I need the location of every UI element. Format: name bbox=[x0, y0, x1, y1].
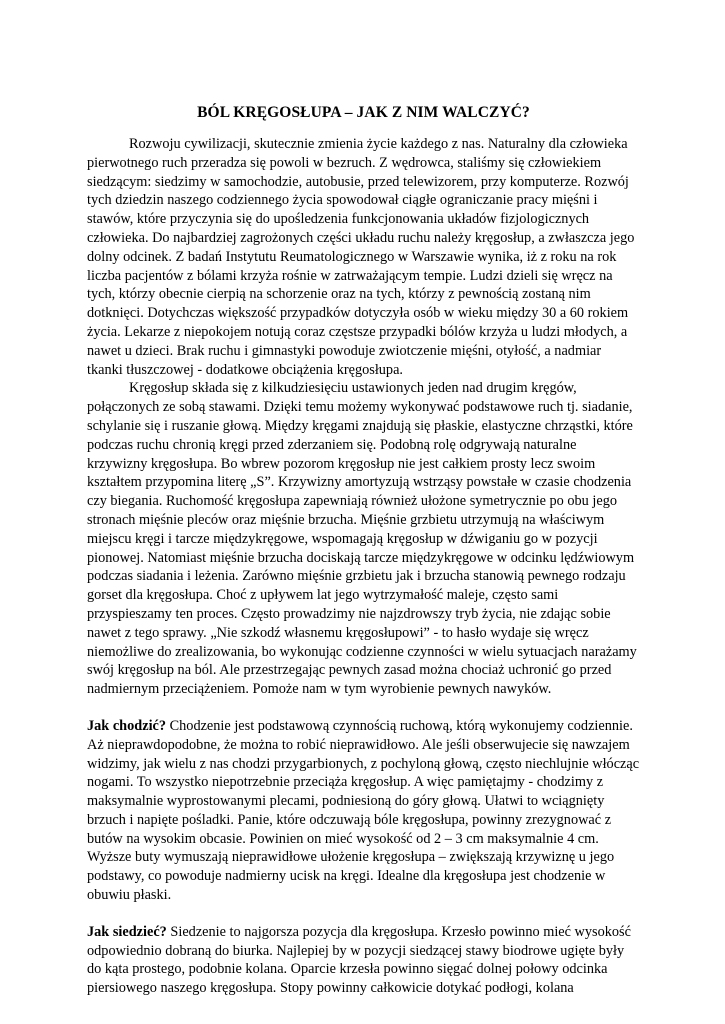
paragraph-text: Siedzenie to najgorsza pozycja dla kręgosłupa. Krzesło powinno mieć wysokość odpowiednio dobraną do biurka. Najlepiej by w pozycji siedzącej stawy biodrowe ugięte były do kąta prostego, podobnie kolana. Oparcie krzesła powinno sięgać dolnej połowy odcinka piersiowego naszego kręgosłupa. Stopy powinny całkowicie dotykać podłogi, kolana bbox=[87, 923, 631, 997]
document-body bbox=[87, 103, 640, 998]
paragraph-text: Chodzenie jest podstawową czynnością ruchową, którą wykonujemy codziennie. Aż nieprawdopodobne, że można to robić nieprawidłowo. Ale jeśli obserwujecie się nawzajem widzimy, jak wielu z nas chodzi przygarbionych, z pochyloną głową, często niechlujnie włócząc nogami. To wszystko niepotrzebnie przeciąża kręgosłup. A więc pamiętajmy - chodzimy z maksymalnie wyprostowanymi plecami, podniesioną do góry głową. Ułatwi to wciągnięty brzuch i napięte pośladki. Panie, które odczuwają bóle kręgosłupa, powinny zrezygnować z butów na wysokim obcasie. Powinien on mieć wysokość od 2 – 3 cm maksymalnie 4 cm. Wyższe buty wymuszają nieprawidłowe ułożenie kręgosłupa – zwiększają krzywiznę u jego podstawy, co powoduje nadmierny ucisk na kręgi. Idealne dla kręgosłupa jest chodzenie w obuwiu płaski. bbox=[87, 717, 640, 904]
section-heading-sitting: Jak siedzieć? bbox=[87, 923, 167, 940]
paragraph-text: Kręgosłup składa się z kilkudziesięciu ustawionych jeden nad drugim kręgów, połączonych ze sobą stawami. Dzięki temu możemy wykonywać podstawowe ruch tj. siadanie, schylanie się i ruszanie głową. Między kręgami znajdują się płaskie, elastyczne chrząstki, które podczas ruchu chronią kręgi przed zderzaniem się. Podobną rolę odgrywają naturalne krzywizny kręgosłupa. Bo wbrew pozorom kręgosłup nie jest całkiem prosty lecz swoim kształtem przypomina literę „S”. Krzywizny amortyzują wstrząsy powstałe w czasie chodzenia czy biegania. Ruchomość kręgosłupa zapewniają również ułożone symetrycznie po obu jego stronach mięśnie pleców oraz mięśnie brzucha. Mięśnie grzbietu utrzymują na właściwym miejscu kręgi i tarcze międzykręgowe, wspomagają kręgosłup w dźwiganiu go w pozycji pionowej. Natomiast mięśnie brzucha dociskają tarcze międzykręgowe w odcinku lędźwiowym podczas siadania i leżenia. Zarówno mięśnie grzbietu jak i brzucha stanowią pewnego rodzaju gorset dla kręgosłupa. Choć z upływem lat jego wytrzymałość maleje, często sami przyspieszamy ten proces. Często prowadzimy nie najzdrowszy tryb życia, nie zdając sobie nawet z tego sprawy. „Nie szkodź własnemu kręgosłupowi” - to hasło wydaje się wręcz niemożliwe do zrealizowania, bo wykonując codzienne czynności w wielu sytuacjach narażamy swój kręgosłup na ból. Ale przestrzegając pewnych zasad można chociaż uchronić go przed nadmiernym przeciążeniem. Pomoże nam w tym wyrobienie pewnych nawyków. bbox=[87, 380, 637, 698]
paragraph-spine-structure bbox=[87, 379, 640, 699]
document-title: BÓL KRĘGOSŁUPA – JAK Z NIM WALCZYĆ? bbox=[197, 104, 530, 121]
paragraph-walking bbox=[87, 717, 640, 905]
section-heading-walking: Jak chodzić? bbox=[87, 717, 167, 734]
paragraph-intro bbox=[87, 135, 640, 379]
paragraph-text: Rozwoju cywilizacji, skutecznie zmienia życie każdego z nas. Naturalny dla człowieka pierwotnego ruch przeradza się powoli w bezruch. Z wędrowca, staliśmy się człowiekiem siedzącym: siedzimy w samochodzie, autobusie, przed telewizorem, przy komputerze. Rozwój tych dziedzin naszego codziennego życia spowodował ciągłe ograniczanie pracy mięśni i stawów, które przyczynia się do upośledzenia funkcjonowania układów fizjologicznych człowieka. Do najbardziej zagrożonych części układu ruchu należy kręgosłup, a zwłaszcza jego dolny odcinek. Z badań Instytutu Reumatologicznego w Warszawie wynika, iż z roku na rok liczba pacjentów z bólami krzyża rośnie w zatrważającym tempie. Ludzi dzieli się wręcz na tych, którzy obecnie cierpią na schorzenie oraz na tych, którzy z pewnością zostaną nim dotknięci. Dotychczas większość przypadków dotyczyła osób w wieku między 30 a 60 rokiem życia. Lekarze z niepokojem notują coraz częstsze przypadki bólów krzyża u ludzi młodych, a nawet u dzieci. Brak ruchu i gimnastyki powoduje zwiotczenie mięśni, otyłość, a nadmiar tkanki tłuszczowej - dodatkowe obciążenia kręgosłupa. bbox=[87, 136, 635, 378]
paragraph-sitting bbox=[87, 923, 640, 998]
